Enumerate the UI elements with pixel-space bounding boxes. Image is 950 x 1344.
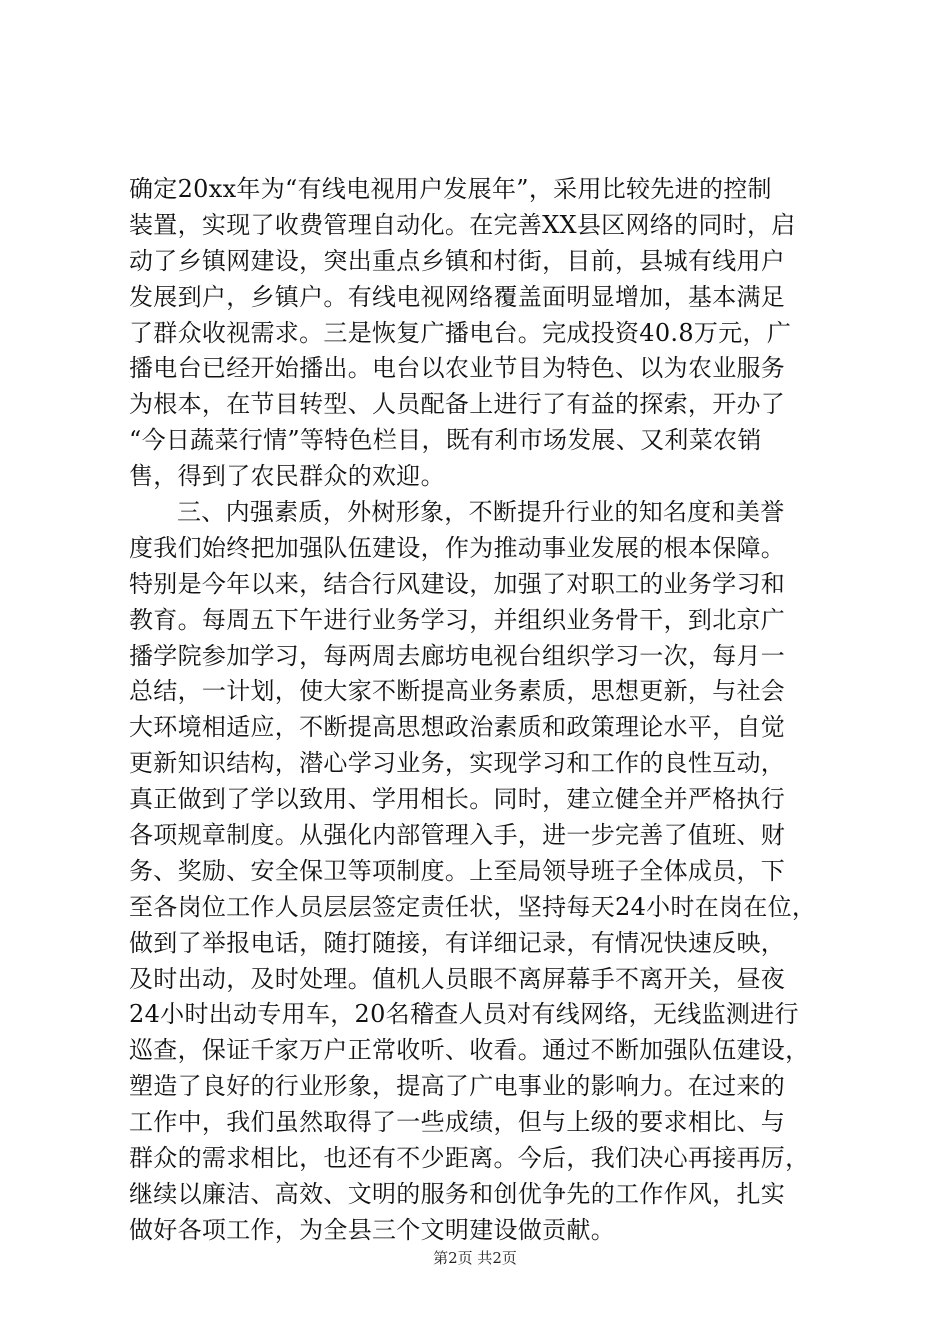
text-line: 售，得到了农民群众的欢迎。 [129,462,445,491]
text-line: 教育。每周五下午进行业务学习，并组织业务骨干，到北京广 [129,605,786,634]
text-line: 发展到户，乡镇户。有线电视网络覆盖面明显增加，基本满足 [129,282,786,311]
text-line: 塑造了良好的行业形象，提高了广电事业的影响力。在过来的 [129,1072,786,1101]
document-body [129,172,829,1249]
text-line: 各项规章制度。从强化内部管理入手，进一步完善了值班、财 [129,821,786,850]
text-line: 播学院参加学习，每两周去廊坊电视台组织学习一次，每月一 [129,641,786,670]
text-line: 总结，一计划，使大家不断提高业务素质，思想更新，与社会 [129,677,786,706]
text-line: 做到了举报电话，随打随接，有详细记录，有情况快速反映， [129,928,786,957]
text-line: 确定20xx年为“有线电视用户发展年”，采用比较先进的控制 [129,175,772,203]
text-line: 大环境相适应，不断提高思想政治素质和政策理论水平，自觉 [129,713,786,742]
page-footer [0,1247,950,1268]
text-line: 特别是今年以来，结合行风建设，加强了对职工的业务学习和 [129,569,786,598]
section-heading-line: 三、内强素质，外树形象，不断提升行业的知名度和美誉 [177,498,785,527]
text-line: 真正做到了学以致用、学用相长。同时，建立健全并严格执行 [129,785,786,814]
text-line: 动了乡镇网建设，突出重点乡镇和村街，目前，县城有线用户 [129,246,786,275]
text-line: 更新知识结构，潜心学习业务，实现学习和工作的良性互动， [129,749,786,778]
text-line: 24小时出动专用车，20名稽查人员对有线网络，无线监测进行 [129,1000,799,1029]
text-line: 及时出动，及时处理。值机人员眼不离屏幕手不离开关，昼夜 [129,964,786,993]
text-line: 工作中，我们虽然取得了一些成绩，但与上级的要求相比、与 [129,1108,786,1137]
text-line: “今日蔬菜行情”等特色栏目，既有利市场发展、又利菜农销 [129,426,762,455]
text-line: 巡查，保证千家万户正常收听、收看。通过不断加强队伍建设， [129,1036,810,1065]
text-line: 做好各项工作，为全县三个文明建设做贡献。 [129,1215,615,1244]
text-line: 务、奖励、安全保卫等项制度。上至局领导班子全体成员，下 [129,856,786,885]
text-line: 继续以廉洁、高效、文明的服务和创优争先的工作作风，扎实 [129,1179,786,1208]
text-line: 为根本，在节目转型、人员配备上进行了有益的探索，开办了 [129,390,786,419]
text-line: 至各岗位工作人员层层签定责任状，坚持每天24小时在岗在位， [129,892,817,921]
text-line: 了群众收视需求。三是恢复广播电台。完成投资40.8万元，广 [129,318,792,347]
page-number-label: 第2页 共2页 [433,1249,517,1267]
text-line: 群众的需求相比，也还有不少距离。今后，我们决心再接再厉， [129,1144,810,1173]
text-line: 播电台已经开始播出。电台以农业节目为特色、以为农业服务 [129,354,786,383]
text-line: 度我们始终把加强队伍建设，作为推动事业发展的根本保障。 [129,533,786,562]
text-line: 装置，实现了收费管理自动化。在完善XX县区网络的同时，启 [129,210,796,239]
